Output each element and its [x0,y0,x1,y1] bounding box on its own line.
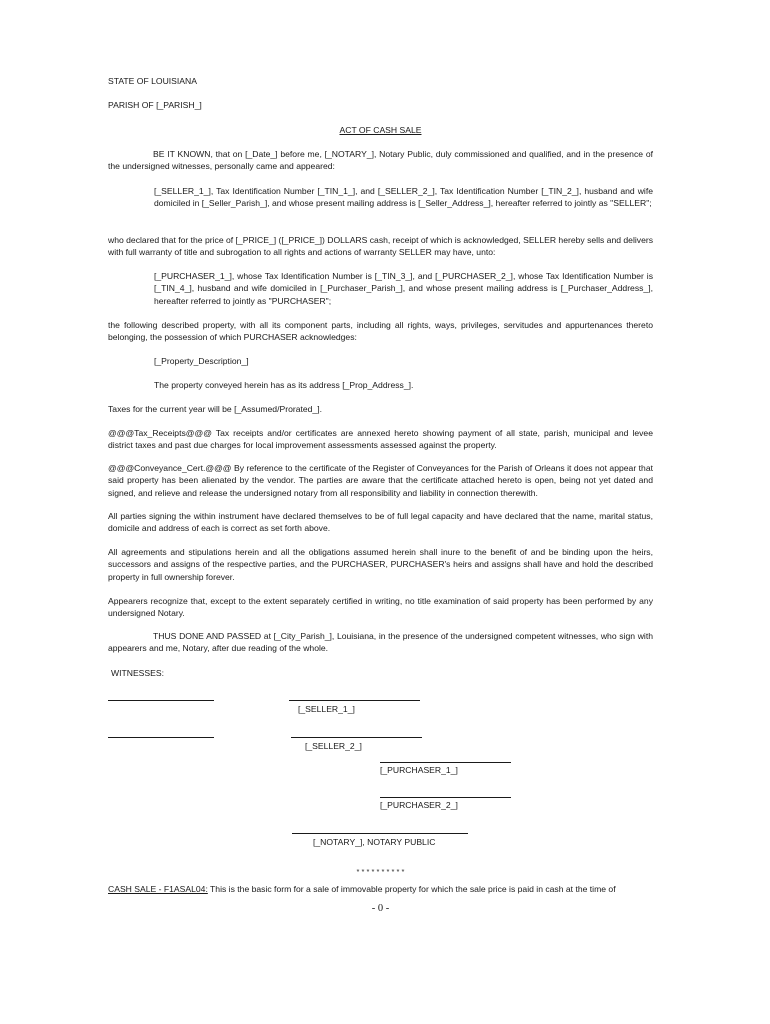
seller-2-signature-line [291,737,422,738]
seller-1-signature-line [289,700,420,701]
purchaser-2-label: [_PURCHASER_2_] [380,800,458,810]
title-exam-paragraph: Appearers recognize that, except to the extent separately certified in writing, no title examination of said property has been performed by any undersigned Notary. [108,596,653,619]
conveyance-cert-paragraph: @@@Conveyance_Cert.@@@ By reference to the certificate of the Register of Conveyances for the Parish of Orleans it does not appear that said property has been alienated by the vendor. The parties are aware that the certificate attached hereto is open, being not yet dated and signed, and relieve and release the undersigned notary from all responsibility and liability in connection therewith. [108,463,653,498]
notary-signature-line [292,833,468,834]
price-clause: who declared that for the price of [_PRICE_] ([_PRICE_]) DOLLARS cash, receipt of which is acknowledged, SELLER hereby sells and delivers with full warranty of title and subrogation to all rights and actions of warranty SELLER may have, unto: [108,235,654,258]
section-separator-stars: * * * * * * * * * * [356,867,405,876]
seller-block: [_SELLER_1_], Tax Identification Number [_TIN_1_], and [_SELLER_2_], Tax Identification Number [_TIN_2_], husband and wife domiciled in [_Seller_Parish_], and whose present mailing address is [_Seller_Address_], hereafter referred to jointly as "SELLER"; [154,186,653,209]
agreements-paragraph: All agreements and stipulations herein and all the obligations assumed herein shall inure to the benefit of and be binding upon the heirs, successors and assigns of the respective parties, and the PURCHASER, PURCHASER's heirs and assigns shall have and hold the described property in full ownership forever. [108,547,653,582]
purchaser-2-signature-line [380,797,511,798]
witness-1-signature-line [108,700,214,701]
witness-2-signature-line [108,737,214,738]
page-number: - 0 - [371,903,390,914]
intro-paragraph: BE IT KNOWN, that on [_Date_] before me, [_NOTARY_], Notary Public, duly commissioned and qualified, and in the presence of the undersigned witnesses, personally came and appeared: [108,149,653,172]
footer-note-label: CASH SALE - F1ASAL04: [108,884,208,894]
thus-done-paragraph: THUS DONE AND PASSED at [_City_Parish_], Louisiana, in the presence of the undersigned competent witnesses, who sign with appearers and me, Notary, after due reading of the whole. [108,631,653,654]
taxes-paragraph: Taxes for the current year will be [_Assumed/Prorated_]. [108,404,322,414]
state-heading: STATE OF LOUISIANA [108,76,197,86]
purchaser-1-label: [_PURCHASER_1_] [380,765,458,775]
footer-note [108,883,653,895]
seller-2-label: [_SELLER_2_] [305,741,362,751]
footer-note-text: This is the basic form for a sale of immovable property for which the sale price is paid in cash at the time of [207,884,616,894]
tax-receipts-paragraph: @@@Tax_Receipts@@@ Tax receipts and/or certificates are annexed hereto showing payment of all state, parish, municipal and levee district taxes and past due charges for local improvement assessments assessed against the property. [108,428,653,451]
property-address: The property conveyed herein has as its address [_Prop_Address_]. [154,380,414,390]
parish-heading: PARISH OF [_PARISH_] [108,100,202,110]
witnesses-label: WITNESSES: [111,668,165,678]
capacity-paragraph: All parties signing the within instrument have declared themselves to be of full legal capacity and have declared that the name, marital status, domicile and address of each is correct as set forth above. [108,511,653,534]
purchaser-1-signature-line [380,762,511,763]
purchaser-block: [_PURCHASER_1_], whose Tax Identification Number is [_TIN_3_], and [_PURCHASER_2_], whose Tax Identification Number is [_TIN_4_], husband and wife domiciled in [_Purchaser_Parish_], and whose present mailing address is [_Purchaser_Address_], hereafter referred to jointly as "PURCHASER"; [154,271,653,306]
seller-1-label: [_SELLER_1_] [298,704,355,714]
property-description: [_Property_Description_] [154,356,249,366]
document-title: ACT OF CASH SALE [339,125,422,135]
notary-label: [_NOTARY_], NOTARY PUBLIC [313,837,436,847]
property-clause: the following described property, with all its component parts, including all rights, ways, privileges, servitudes and appurtenances thereto belonging, the possession of which PURCHASER acknowledges: [108,320,653,343]
